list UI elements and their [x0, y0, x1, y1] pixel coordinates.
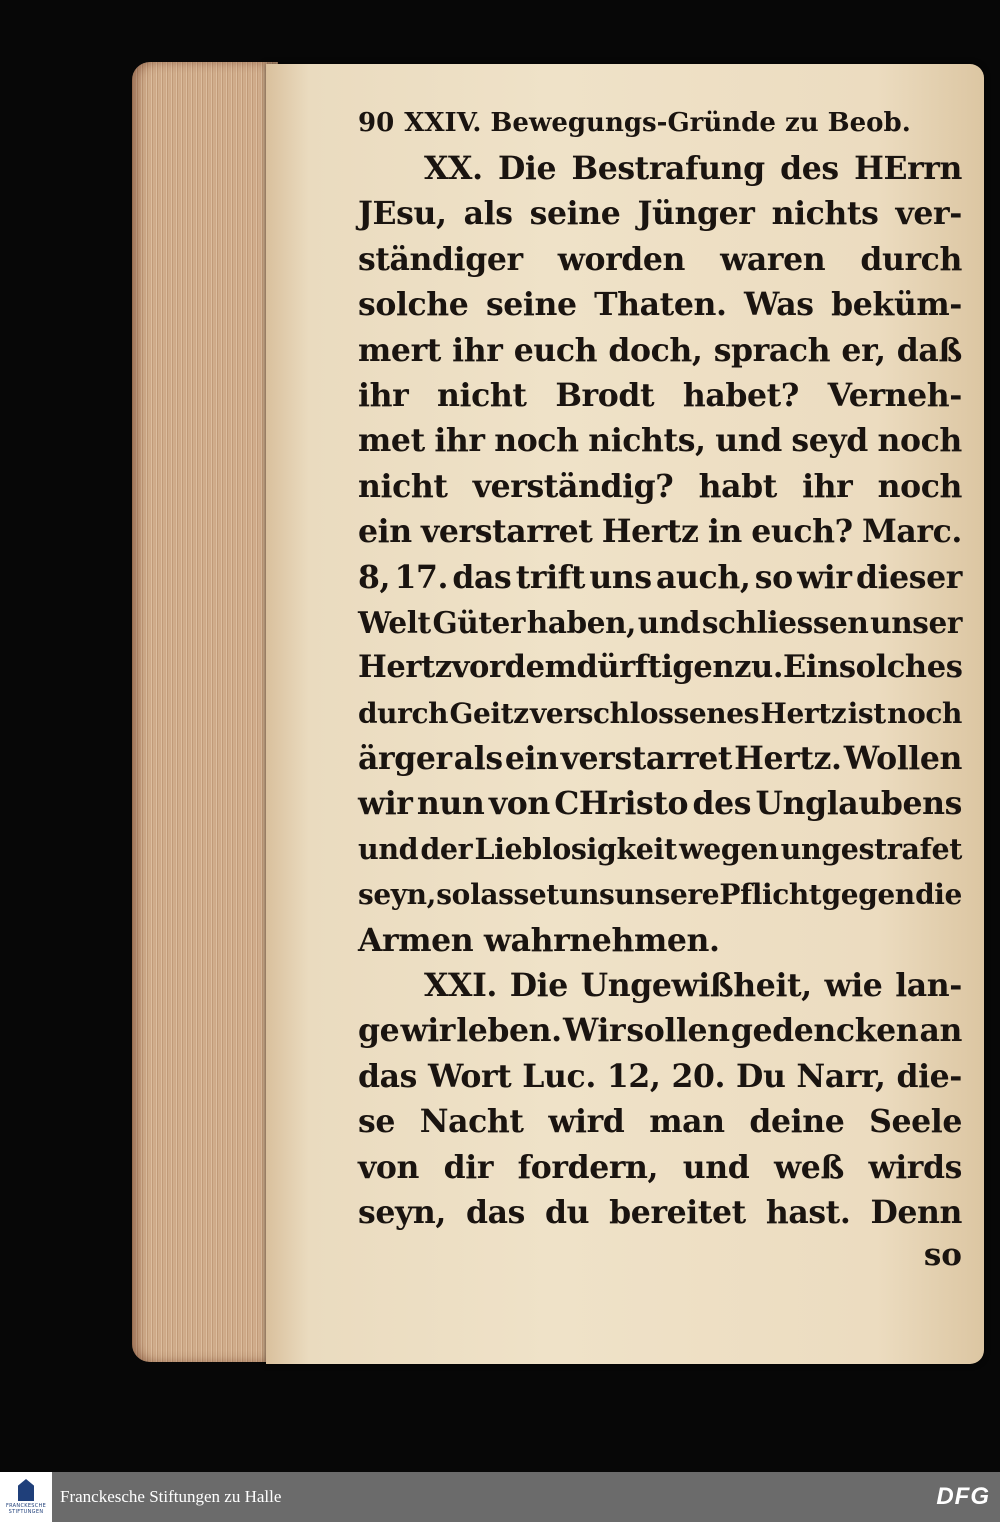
text-line: ständiger worden waren durch: [358, 240, 962, 278]
running-head-title: XXIV. Bewegungs-Gründe zu Beob.: [404, 108, 911, 138]
body-text: [358, 146, 962, 1235]
text-line: nicht verständig? habt ihr noch: [358, 467, 962, 505]
text-line: Hertz vor dem dürftigen zu. Ein solches: [358, 649, 963, 686]
text-line: XXI. Die Ungewißheit, wie lan-: [424, 967, 962, 1005]
text-line: durch Geitz verschlossenes Hertz ist noch: [358, 696, 962, 730]
text-line: Armen wahrnehmen.: [358, 921, 720, 959]
text-line: ärger als ein verstarret Hertz. Wollen: [358, 740, 962, 778]
running-head: [358, 108, 962, 138]
text-line: mert ihr euch doch, sprach er, daß: [358, 331, 962, 369]
institution-name[interactable]: Franckesche Stiftungen zu Halle: [60, 1487, 282, 1506]
text-line: seyn, so lasset uns unsere Pflicht gegen die: [358, 878, 962, 912]
dfg-logo[interactable]: DFG: [936, 1483, 990, 1510]
text-line: wir nun von CHristo des Unglaubens: [358, 785, 962, 823]
franckesche-stiftungen-logo[interactable]: [0, 1472, 52, 1522]
text-line: 8, 17. das trift uns auch, so wir dieser: [358, 558, 962, 596]
page-text-area: [358, 108, 962, 1273]
book-page: [266, 64, 984, 1364]
logo-text: FRANCKESCHE STIFTUNGEN: [5, 1503, 47, 1515]
text-line: JEsu, als seine Jünger nichts ver-: [358, 195, 962, 233]
book-page-edges: [132, 62, 278, 1362]
text-line: ge wir leben. Wir sollen gedencken an: [358, 1012, 962, 1050]
text-line: von dir fordern, und weß wirds: [358, 1148, 962, 1186]
text-line: Welt Güter haben, und schliessen unser: [358, 604, 962, 640]
page-number: 90: [358, 108, 395, 138]
building-icon: [18, 1479, 34, 1501]
text-line: ihr nicht Brodt habet? Verneh-: [358, 376, 962, 414]
text-line: met ihr noch nichts, und seyd noch: [358, 422, 962, 460]
text-line: se Nacht wird man deine Seele: [358, 1103, 962, 1141]
text-line: XX. Die Bestrafung des HErrn: [424, 150, 962, 187]
catchword: so: [923, 1237, 962, 1274]
text-line: ein verstarret Hertz in euch? Marc.: [358, 513, 962, 551]
text-line: seyn, das du bereitet hast. Denn: [358, 1193, 962, 1231]
text-line: solche seine Thaten. Was beküm-: [358, 286, 962, 324]
text-line: und der Lieblosigkeit wegen ungestrafet: [358, 831, 962, 866]
footer-bar: [0, 1472, 1000, 1522]
text-line: das Wort Luc. 12, 20. Du Narr, die-: [358, 1057, 962, 1095]
